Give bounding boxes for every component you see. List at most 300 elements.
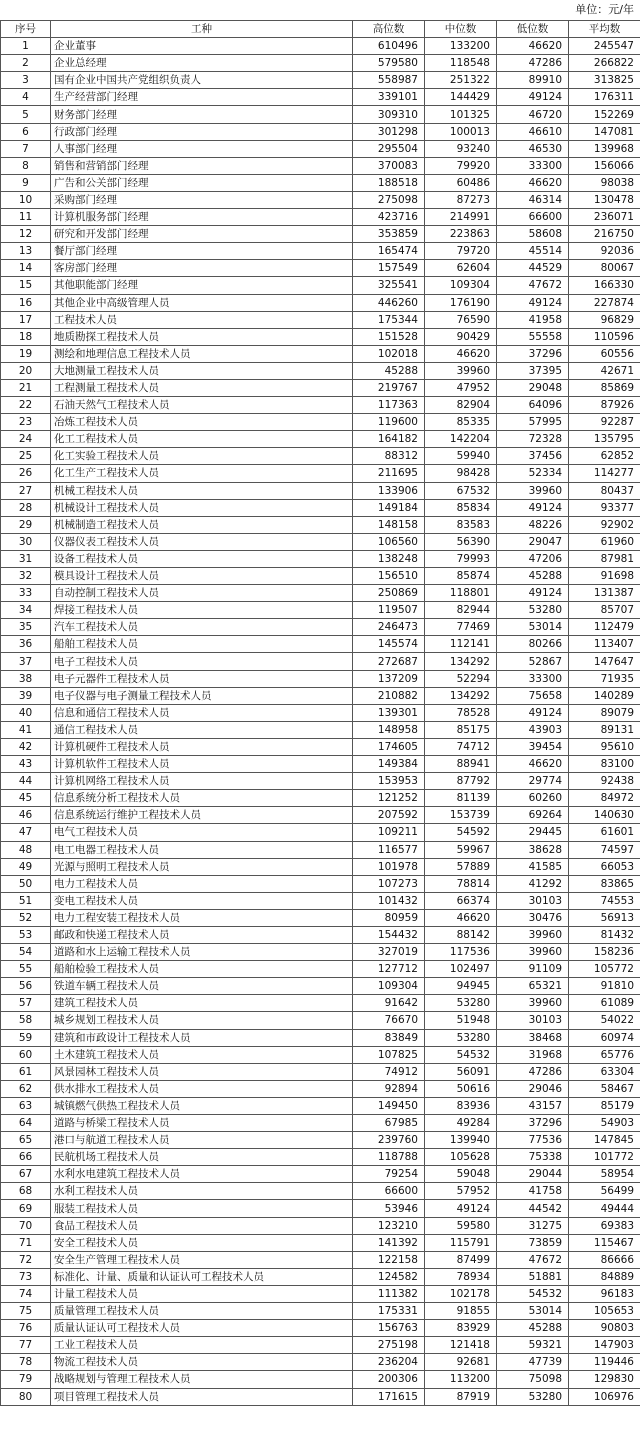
- table-row: [1, 328, 640, 345]
- job-type: 电气工程技术人员: [51, 824, 353, 841]
- median-value: 67532: [425, 482, 497, 499]
- table-row: [1, 944, 640, 961]
- low-value: 46620: [497, 38, 569, 55]
- job-type: 国有企业中国共产党组织负责人: [51, 72, 353, 89]
- average-value: 93377: [569, 499, 640, 516]
- average-value: 245547: [569, 38, 640, 55]
- median-value: 113200: [425, 1371, 497, 1388]
- median-value: 79920: [425, 157, 497, 174]
- high-value: 151528: [353, 328, 425, 345]
- table-row: [1, 294, 640, 311]
- table-row: [1, 345, 640, 362]
- row-index: 43: [1, 756, 51, 773]
- average-value: 80067: [569, 260, 640, 277]
- table-row: [1, 157, 640, 174]
- job-type: 水利工程技术人员: [51, 1183, 353, 1200]
- low-value: 30476: [497, 909, 569, 926]
- average-value: 147845: [569, 1132, 640, 1149]
- row-index: 45: [1, 790, 51, 807]
- median-value: 83583: [425, 516, 497, 533]
- row-index: 38: [1, 670, 51, 687]
- low-value: 47286: [497, 55, 569, 72]
- row-index: 79: [1, 1371, 51, 1388]
- median-value: 115791: [425, 1234, 497, 1251]
- table-row: [1, 756, 640, 773]
- table-row: [1, 1132, 640, 1149]
- job-type: 工程测量工程技术人员: [51, 379, 353, 396]
- table-row: [1, 1251, 640, 1268]
- low-value: 37296: [497, 1115, 569, 1132]
- high-value: 275198: [353, 1337, 425, 1354]
- row-index: 16: [1, 294, 51, 311]
- table-row: [1, 533, 640, 550]
- row-index: 44: [1, 773, 51, 790]
- header-high: 高位数: [353, 21, 425, 38]
- low-value: 41758: [497, 1183, 569, 1200]
- low-value: 29445: [497, 824, 569, 841]
- low-value: 37395: [497, 362, 569, 379]
- low-value: 72328: [497, 431, 569, 448]
- low-value: 46620: [497, 174, 569, 191]
- low-value: 49124: [497, 499, 569, 516]
- high-value: 122158: [353, 1251, 425, 1268]
- median-value: 82904: [425, 397, 497, 414]
- job-type: 人事部门经理: [51, 140, 353, 157]
- average-value: 216750: [569, 226, 640, 243]
- average-value: 101772: [569, 1149, 640, 1166]
- table-row: [1, 89, 640, 106]
- low-value: 60260: [497, 790, 569, 807]
- median-value: 153739: [425, 807, 497, 824]
- table-row: [1, 738, 640, 755]
- table-row: [1, 482, 640, 499]
- high-value: 246473: [353, 619, 425, 636]
- high-value: 116577: [353, 841, 425, 858]
- row-index: 18: [1, 328, 51, 345]
- low-value: 33300: [497, 670, 569, 687]
- job-type: 行政部门经理: [51, 123, 353, 140]
- job-type: 其他职能部门经理: [51, 277, 353, 294]
- row-index: 52: [1, 909, 51, 926]
- median-value: 81139: [425, 790, 497, 807]
- high-value: 137209: [353, 670, 425, 687]
- table-row: [1, 1200, 640, 1217]
- high-value: 88312: [353, 448, 425, 465]
- low-value: 43903: [497, 721, 569, 738]
- low-value: 89910: [497, 72, 569, 89]
- table-row: [1, 1115, 640, 1132]
- median-value: 98428: [425, 465, 497, 482]
- table-row: [1, 550, 640, 567]
- table-row: [1, 140, 640, 157]
- high-value: 339101: [353, 89, 425, 106]
- job-type: 供水排水工程技术人员: [51, 1080, 353, 1097]
- median-value: 134292: [425, 653, 497, 670]
- high-value: 127712: [353, 961, 425, 978]
- table-row: [1, 1097, 640, 1114]
- table-row: [1, 1320, 640, 1337]
- row-index: 62: [1, 1080, 51, 1097]
- average-value: 56499: [569, 1183, 640, 1200]
- table-row: [1, 841, 640, 858]
- low-value: 57995: [497, 414, 569, 431]
- table-row: [1, 670, 640, 687]
- median-value: 93240: [425, 140, 497, 157]
- high-value: 309310: [353, 106, 425, 123]
- job-type: 大地测量工程技术人员: [51, 362, 353, 379]
- low-value: 31275: [497, 1217, 569, 1234]
- table-row: [1, 585, 640, 602]
- high-value: 171615: [353, 1388, 425, 1405]
- low-value: 29044: [497, 1166, 569, 1183]
- row-index: 49: [1, 858, 51, 875]
- median-value: 79993: [425, 550, 497, 567]
- row-index: 26: [1, 465, 51, 482]
- table-row: [1, 1354, 640, 1371]
- high-value: 118788: [353, 1149, 425, 1166]
- average-value: 266822: [569, 55, 640, 72]
- header-index: 序号: [1, 21, 51, 38]
- job-type: 地质勘探工程技术人员: [51, 328, 353, 345]
- low-value: 75658: [497, 687, 569, 704]
- high-value: 101432: [353, 892, 425, 909]
- low-value: 47286: [497, 1063, 569, 1080]
- low-value: 43157: [497, 1097, 569, 1114]
- job-type: 汽车工程技术人员: [51, 619, 353, 636]
- job-type: 水利水电建筑工程技术人员: [51, 1166, 353, 1183]
- job-type: 设备工程技术人员: [51, 550, 353, 567]
- average-value: 56913: [569, 909, 640, 926]
- high-value: 272687: [353, 653, 425, 670]
- job-type: 采购部门经理: [51, 191, 353, 208]
- average-value: 96183: [569, 1285, 640, 1302]
- high-value: 141392: [353, 1234, 425, 1251]
- low-value: 46620: [497, 756, 569, 773]
- average-value: 89131: [569, 721, 640, 738]
- median-value: 133200: [425, 38, 497, 55]
- row-index: 17: [1, 311, 51, 328]
- average-value: 58467: [569, 1080, 640, 1097]
- low-value: 47672: [497, 1251, 569, 1268]
- high-value: 101978: [353, 858, 425, 875]
- high-value: 124582: [353, 1268, 425, 1285]
- median-value: 85874: [425, 568, 497, 585]
- high-value: 219767: [353, 379, 425, 396]
- average-value: 156066: [569, 157, 640, 174]
- table-row: [1, 807, 640, 824]
- table-row: [1, 790, 640, 807]
- row-index: 61: [1, 1063, 51, 1080]
- job-type: 道路和水上运输工程技术人员: [51, 944, 353, 961]
- job-type: 电子工程技术人员: [51, 653, 353, 670]
- low-value: 75338: [497, 1149, 569, 1166]
- average-value: 60974: [569, 1029, 640, 1046]
- average-value: 131387: [569, 585, 640, 602]
- median-value: 109304: [425, 277, 497, 294]
- high-value: 327019: [353, 944, 425, 961]
- median-value: 83936: [425, 1097, 497, 1114]
- row-index: 14: [1, 260, 51, 277]
- average-value: 140289: [569, 687, 640, 704]
- median-value: 60486: [425, 174, 497, 191]
- table-row: [1, 38, 640, 55]
- job-type: 民航机场工程技术人员: [51, 1149, 353, 1166]
- table-row: [1, 602, 640, 619]
- median-value: 121418: [425, 1337, 497, 1354]
- table-row: [1, 1166, 640, 1183]
- table-row: [1, 1183, 640, 1200]
- median-value: 54532: [425, 1046, 497, 1063]
- average-value: 92902: [569, 516, 640, 533]
- job-type: 广告和公关部门经理: [51, 174, 353, 191]
- row-index: 57: [1, 995, 51, 1012]
- low-value: 39960: [497, 944, 569, 961]
- job-type: 研究和开发部门经理: [51, 226, 353, 243]
- average-value: 74597: [569, 841, 640, 858]
- median-value: 112141: [425, 636, 497, 653]
- row-index: 10: [1, 191, 51, 208]
- high-value: 148958: [353, 721, 425, 738]
- table-row: [1, 858, 640, 875]
- job-type: 项目管理工程技术人员: [51, 1388, 353, 1405]
- average-value: 86666: [569, 1251, 640, 1268]
- high-value: 106560: [353, 533, 425, 550]
- median-value: 83929: [425, 1320, 497, 1337]
- job-type: 计算机硬件工程技术人员: [51, 738, 353, 755]
- median-value: 87792: [425, 773, 497, 790]
- average-value: 92036: [569, 243, 640, 260]
- table-row: [1, 926, 640, 943]
- high-value: 200306: [353, 1371, 425, 1388]
- table-row: [1, 1012, 640, 1029]
- job-type: 战略规划与管理工程技术人员: [51, 1371, 353, 1388]
- job-type: 计算机服务部门经理: [51, 209, 353, 226]
- high-value: 121252: [353, 790, 425, 807]
- low-value: 38468: [497, 1029, 569, 1046]
- row-index: 63: [1, 1097, 51, 1114]
- low-value: 69264: [497, 807, 569, 824]
- low-value: 46314: [497, 191, 569, 208]
- job-type: 船舶工程技术人员: [51, 636, 353, 653]
- average-value: 105653: [569, 1303, 640, 1320]
- job-type: 风景园林工程技术人员: [51, 1063, 353, 1080]
- job-type: 计算机软件工程技术人员: [51, 756, 353, 773]
- table-row: [1, 379, 640, 396]
- job-type: 机械设计工程技术人员: [51, 499, 353, 516]
- median-value: 53280: [425, 995, 497, 1012]
- low-value: 29047: [497, 533, 569, 550]
- low-value: 49124: [497, 585, 569, 602]
- average-value: 85707: [569, 602, 640, 619]
- low-value: 29048: [497, 379, 569, 396]
- high-value: 156763: [353, 1320, 425, 1337]
- job-type: 电力工程技术人员: [51, 875, 353, 892]
- row-index: 6: [1, 123, 51, 140]
- row-index: 70: [1, 1217, 51, 1234]
- average-value: 114277: [569, 465, 640, 482]
- average-value: 105772: [569, 961, 640, 978]
- median-value: 88142: [425, 926, 497, 943]
- job-type: 建筑工程技术人员: [51, 995, 353, 1012]
- high-value: 275098: [353, 191, 425, 208]
- high-value: 109304: [353, 978, 425, 995]
- average-value: 91698: [569, 568, 640, 585]
- row-index: 42: [1, 738, 51, 755]
- job-type: 化工工程技术人员: [51, 431, 353, 448]
- low-value: 77536: [497, 1132, 569, 1149]
- low-value: 91109: [497, 961, 569, 978]
- row-index: 25: [1, 448, 51, 465]
- row-index: 39: [1, 687, 51, 704]
- low-value: 66600: [497, 209, 569, 226]
- row-index: 7: [1, 140, 51, 157]
- average-value: 89079: [569, 704, 640, 721]
- table-row: [1, 191, 640, 208]
- job-type: 土木建筑工程技术人员: [51, 1046, 353, 1063]
- high-value: 80959: [353, 909, 425, 926]
- median-value: 251322: [425, 72, 497, 89]
- average-value: 96829: [569, 311, 640, 328]
- low-value: 39960: [497, 926, 569, 943]
- low-value: 59321: [497, 1337, 569, 1354]
- low-value: 37456: [497, 448, 569, 465]
- job-type: 企业总经理: [51, 55, 353, 72]
- median-value: 76590: [425, 311, 497, 328]
- job-type: 铁道车辆工程技术人员: [51, 978, 353, 995]
- row-index: 20: [1, 362, 51, 379]
- low-value: 65321: [497, 978, 569, 995]
- row-index: 71: [1, 1234, 51, 1251]
- row-index: 13: [1, 243, 51, 260]
- low-value: 47206: [497, 550, 569, 567]
- job-type: 计量工程技术人员: [51, 1285, 353, 1302]
- row-index: 51: [1, 892, 51, 909]
- job-type: 自动控制工程技术人员: [51, 585, 353, 602]
- job-type: 机械工程技术人员: [51, 482, 353, 499]
- median-value: 85834: [425, 499, 497, 516]
- row-index: 19: [1, 345, 51, 362]
- row-index: 60: [1, 1046, 51, 1063]
- job-type: 邮政和快递工程技术人员: [51, 926, 353, 943]
- job-type: 冶炼工程技术人员: [51, 414, 353, 431]
- median-value: 59940: [425, 448, 497, 465]
- row-index: 24: [1, 431, 51, 448]
- average-value: 139968: [569, 140, 640, 157]
- job-type: 安全工程技术人员: [51, 1234, 353, 1251]
- high-value: 67985: [353, 1115, 425, 1132]
- table-row: [1, 1080, 640, 1097]
- low-value: 39960: [497, 995, 569, 1012]
- high-value: 149384: [353, 756, 425, 773]
- high-value: 153953: [353, 773, 425, 790]
- low-value: 44542: [497, 1200, 569, 1217]
- high-value: 107825: [353, 1046, 425, 1063]
- median-value: 87499: [425, 1251, 497, 1268]
- salary-table: [0, 20, 640, 1406]
- average-value: 147647: [569, 653, 640, 670]
- job-type: 城乡规划工程技术人员: [51, 1012, 353, 1029]
- row-index: 69: [1, 1200, 51, 1217]
- low-value: 33300: [497, 157, 569, 174]
- high-value: 211695: [353, 465, 425, 482]
- median-value: 57889: [425, 858, 497, 875]
- row-index: 35: [1, 619, 51, 636]
- low-value: 53014: [497, 1303, 569, 1320]
- average-value: 112479: [569, 619, 640, 636]
- row-index: 47: [1, 824, 51, 841]
- low-value: 49124: [497, 89, 569, 106]
- average-value: 71935: [569, 670, 640, 687]
- median-value: 118801: [425, 585, 497, 602]
- job-type: 物流工程技术人员: [51, 1354, 353, 1371]
- row-index: 31: [1, 550, 51, 567]
- average-value: 62852: [569, 448, 640, 465]
- average-value: 54022: [569, 1012, 640, 1029]
- average-value: 81432: [569, 926, 640, 943]
- median-value: 105628: [425, 1149, 497, 1166]
- average-value: 106976: [569, 1388, 640, 1405]
- high-value: 207592: [353, 807, 425, 824]
- high-value: 66600: [353, 1183, 425, 1200]
- table-row: [1, 1149, 640, 1166]
- high-value: 175344: [353, 311, 425, 328]
- job-type: 电力工程安装工程技术人员: [51, 909, 353, 926]
- average-value: 61601: [569, 824, 640, 841]
- high-value: 156510: [353, 568, 425, 585]
- average-value: 84972: [569, 790, 640, 807]
- low-value: 47672: [497, 277, 569, 294]
- table-row: [1, 1029, 640, 1046]
- job-type: 财务部门经理: [51, 106, 353, 123]
- high-value: 74912: [353, 1063, 425, 1080]
- high-value: 154432: [353, 926, 425, 943]
- low-value: 46610: [497, 123, 569, 140]
- job-type: 信息系统分析工程技术人员: [51, 790, 353, 807]
- average-value: 61960: [569, 533, 640, 550]
- high-value: 76670: [353, 1012, 425, 1029]
- high-value: 188518: [353, 174, 425, 191]
- high-value: 102018: [353, 345, 425, 362]
- job-type: 企业董事: [51, 38, 353, 55]
- row-index: 23: [1, 414, 51, 431]
- average-value: 66053: [569, 858, 640, 875]
- row-index: 68: [1, 1183, 51, 1200]
- average-value: 152269: [569, 106, 640, 123]
- row-index: 65: [1, 1132, 51, 1149]
- median-value: 54592: [425, 824, 497, 841]
- average-value: 92438: [569, 773, 640, 790]
- table-row: [1, 1046, 640, 1063]
- table-row: [1, 995, 640, 1012]
- row-index: 4: [1, 89, 51, 106]
- job-type: 信息系统运行维护工程技术人员: [51, 807, 353, 824]
- median-value: 56390: [425, 533, 497, 550]
- high-value: 83849: [353, 1029, 425, 1046]
- job-type: 建筑和市政设计工程技术人员: [51, 1029, 353, 1046]
- high-value: 239760: [353, 1132, 425, 1149]
- table-row: [1, 773, 640, 790]
- median-value: 223863: [425, 226, 497, 243]
- low-value: 53280: [497, 602, 569, 619]
- job-type: 化工实验工程技术人员: [51, 448, 353, 465]
- median-value: 90429: [425, 328, 497, 345]
- average-value: 42671: [569, 362, 640, 379]
- median-value: 139940: [425, 1132, 497, 1149]
- row-index: 73: [1, 1268, 51, 1285]
- average-value: 74553: [569, 892, 640, 909]
- unit-label: 单位：元/年: [575, 3, 634, 16]
- median-value: 53280: [425, 1029, 497, 1046]
